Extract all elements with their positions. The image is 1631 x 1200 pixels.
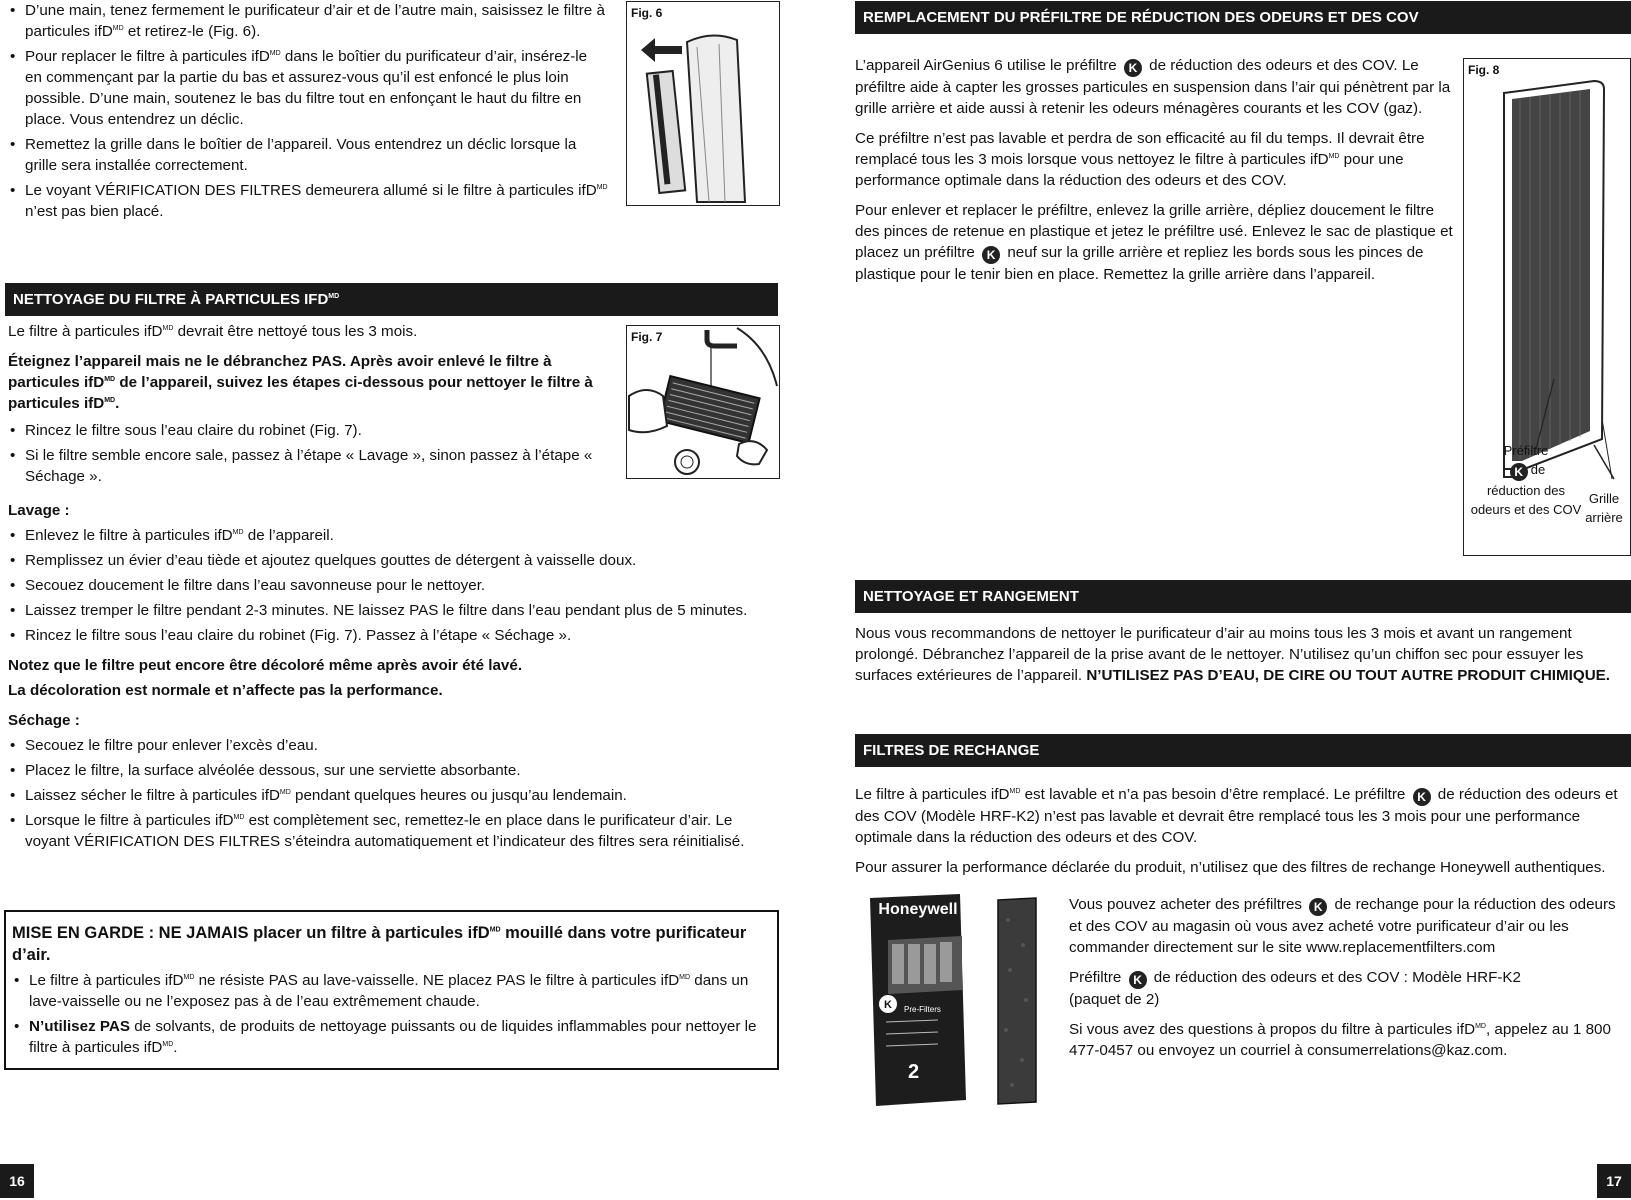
caution-bullet: • N’utilisez PAS de solvants, de produits de nettoyage puissants ou de liquides inflammables pour nettoyer le filtre à particules ifD$^{MD}$. [12, 1016, 771, 1058]
left-ifd-cleaning [8, 321, 608, 491]
discoloration-note-2: La décoloration est normale et n’affecte pas la performance. [8, 682, 443, 699]
svg-text:Pre-Filters: Pre-Filters [904, 1005, 941, 1014]
caution-box [4, 910, 779, 1070]
figure-7-illustration [627, 326, 779, 478]
lavage-bullet: • Enlevez le filtre à particules ifD$^{MD}$ de l’appareil. [8, 525, 774, 546]
caution-title: MISE EN GARDE : NE JAMAIS placer un filtre à particules ifD$^{MD}$ mouillé dans votre purificateur d’air. [12, 924, 747, 964]
svg-text:Honeywell: Honeywell [878, 901, 958, 918]
k-marker-icon: K [1413, 788, 1431, 806]
intro-bullet: • Remettez la grille dans le boîtier de l’appareil. Vous entendrez un déclic lorsque la grille sera installée correctement. [8, 134, 608, 176]
k-marker-icon: K [1309, 898, 1327, 916]
cleaning-storage-para: Nous vous recommandons de nettoyer le purificateur d’air au moins tous les 3 mois et avant un rangement prolongé. Débranchez l’appareil de la prise avant de le nettoyer. N’utilisez qu’un chiffon sec pour essuyer les surfaces extérieures de l’appareil. N’UTILISEZ PAS D’EAU, DE CIRE OU TOUT AUTRE PRODUIT CHIMIQUE. [855, 625, 1611, 684]
discoloration-note: Notez que le filtre peut encore être décoloré même après avoir été lavé. [8, 657, 523, 674]
model-para: Préfiltre K de réduction des odeurs et des COV : Modèle HRF-K2 (paquet de 2) [1069, 969, 1521, 1008]
k-marker-icon: K [1124, 59, 1142, 77]
lavage-bullet: • Laissez tremper le filtre pendant 2-3 minutes. NE laissez PAS le filtre dans l’eau pendant plus de 5 minutes. [8, 600, 774, 621]
intro-bullet: • Le voyant VÉRIFICATION DES FILTRES demeurera allumé si le filtre à particules ifD$^{MD}$ n’est pas bien placé. [8, 180, 608, 222]
left-intro [8, 0, 608, 226]
purchase-para: Vous pouvez acheter des préfiltres K de rechange pour la réduction des odeurs et des COV au magasin où vous avez acheté votre purificateur d’air ou les commander directement sur le site www.replacementfilters.com [1069, 896, 1616, 956]
figure-8-caption-prefilter: Préfiltre K de réduction des odeurs et des COV [1470, 443, 1582, 517]
replacement-purchase-text [1069, 894, 1629, 1061]
k-marker-icon: K [1510, 463, 1528, 481]
replacement-para-1: Le filtre à particules ifD$^{MD}$ est lavable et n’a pas besoin d’être remplacé. Le préfiltre K de réduction des odeurs et des COV (Modèle HRF-K2) n’est pas lavable et devrait être remplacé tous les 3 mois pour une performance optimale dans la réduction des odeurs et des COV. [855, 786, 1618, 846]
section-cleaning-storage-header: NETTOYAGE ET RANGEMENT [855, 580, 1631, 613]
cleaning-storage-text [855, 623, 1631, 686]
sechage-bullet: • Secouez le filtre pour enlever l’excès d’eau. [8, 735, 774, 756]
figure-7 [626, 325, 780, 479]
intro-bullet: • D’une main, tenez fermement le purificateur d’air et de l’autre main, saisissez le filtre à particules ifD$^{MD}$ et retirez-le (Fig. 6). [8, 0, 608, 42]
lavage-bullet: • Rincez le filtre sous l’eau claire du robinet (Fig. 7). Passez à l’étape « Séchage ». [8, 625, 774, 646]
intro-bullet: • Pour replacer le filtre à particules ifD$^{MD}$ dans le boîtier du purificateur d’air, insérez-le en commençant par la partie du bas et assurez-vous qu’il est enfoncé le plus loin possible. D’une main, soutenez le bas du filtre tout en enfonçant le haut du filtre en place. Vous entendrez un déclic. [8, 46, 608, 130]
figure-6 [626, 1, 780, 206]
prefilter-package-icon [858, 890, 1048, 1112]
prefilter-para-1: L’appareil AirGenius 6 utilise le préfiltre K de réduction des odeurs et des COV. Le préfiltre aide à capter les grosses particules en suspension dans l’air qui pénètrent par la grille arrière et aide aussi à retenir les odeurs ménagères courants et les COV (gaz). [855, 57, 1451, 117]
section-replacement-filters-header: FILTRES DE RECHANGE [855, 734, 1631, 767]
lavage-bullet: • Secouez doucement le filtre dans l’eau savonneuse pour le nettoyer. [8, 575, 774, 596]
product-image [858, 890, 1048, 1112]
figure-6-illustration [627, 2, 779, 205]
dirty-bullet: • Si le filtre semble encore sale, passez à l’étape « Lavage », sinon passez à l’étape « Séchage ». [8, 445, 608, 487]
sechage-bullet: • Lorsque le filtre à particules ifD$^{MD}$ est complètement sec, remettez-le en place dans le purificateur d’air. Le voyant VÉRIFICATION DES FILTRES s’éteindra automatiquement et l’indicateur des filtres sera réinitialisé. [8, 810, 774, 852]
lavage-title: Lavage : [8, 502, 70, 519]
lavage-bullet: • Remplissez un évier d’eau tiède et ajoutez quelques gouttes de détergent à vaisselle doux. [8, 550, 774, 571]
section-ifd-cleaning-header: NETTOYAGE DU FILTRE À PARTICULES $IFD^{MD}$ [5, 283, 778, 316]
svg-text:2: 2 [908, 1061, 920, 1083]
k-marker-icon: K [982, 246, 1000, 264]
prefilter-para-2: Ce préfiltre n’est pas lavable et perdra de son efficacité au fil du temps. Il devrait être remplacé tous les 3 mois lorsque vous nettoyez le filtre à particules ifD$^{MD}$ pour une performance optimale dans la réduction des odeurs et des COV. [855, 130, 1425, 189]
section-prefilter-header: REMPLACEMENT DU PRÉFILTRE DE RÉDUCTION DES ODEURS ET DES COV [855, 1, 1631, 34]
rinse-bullet: • Rincez le filtre sous l’eau claire du robinet (Fig. 7). [8, 420, 608, 441]
replacement-filters-text [855, 784, 1631, 878]
figure-8 [1463, 58, 1631, 556]
replacement-para-2: Pour assurer la performance déclarée du produit, n’utilisez que des filtres de rechange Honeywell authentiques. [855, 859, 1606, 876]
page-number-left: 16 [0, 1164, 34, 1198]
figure-7-label: Fig. 7 [631, 330, 663, 344]
left-lavage-sechage [8, 500, 774, 856]
contact-para: Si vous avez des questions à propos du filtre à particules ifD$^{MD}$, appelez au 1 800 477-0457 ou envoyez un courriel à consumerrelations@kaz.com. [1069, 1021, 1611, 1059]
page-number-right: 17 [1597, 1164, 1631, 1198]
prefilter-text [855, 55, 1459, 285]
figure-8-caption-grille: Grille arrière [1585, 491, 1623, 525]
figure-6-label: Fig. 6 [631, 6, 663, 20]
ifd-frequency: Le filtre à particules ifD$^{MD}$ devrait être nettoyé tous les 3 mois. [8, 323, 418, 340]
svg-text:K: K [884, 999, 892, 1011]
caution-bullet: • Le filtre à particules ifD$^{MD}$ ne résiste PAS au lave-vaisselle. NE placez PAS le filtre à particules ifD$^{MD}$ dans un lave-vaisselle ou ne l’exposez pas à de l’eau extrêmement chaude. [12, 970, 771, 1012]
sechage-bullet: • Placez le filtre, la surface alvéolée dessous, sur une serviette absorbante. [8, 760, 774, 781]
sechage-bullet: • Laissez sécher le filtre à particules ifD$^{MD}$ pendant quelques heures ou jusqu’au lendemain. [8, 785, 774, 806]
figure-8-label: Fig. 8 [1468, 63, 1500, 77]
ifd-instructions-bold: Éteignez l’appareil mais ne le débranchez PAS. Après avoir enlevé le filtre à particules ifD$^{MD}$ de l’appareil, suivez les étapes ci-dessous pour nettoyer le filtre à particules ifD$^{MD}$. [8, 353, 593, 412]
sechage-title: Séchage : [8, 712, 80, 729]
k-marker-icon: K [1129, 971, 1147, 989]
prefilter-para-3: Pour enlever et replacer le préfiltre, enlevez la grille arrière, dépliez doucement le filtre des pinces de retenue en plastique et jetez le préfiltre usé. Enlevez le sac de plastique et placez un préfiltre K neuf sur la grille arrière et repliez les bords sous les pinces de plastique pour le tenir bien en place. Remettez la grille arrière dans l’appareil. [855, 202, 1453, 283]
